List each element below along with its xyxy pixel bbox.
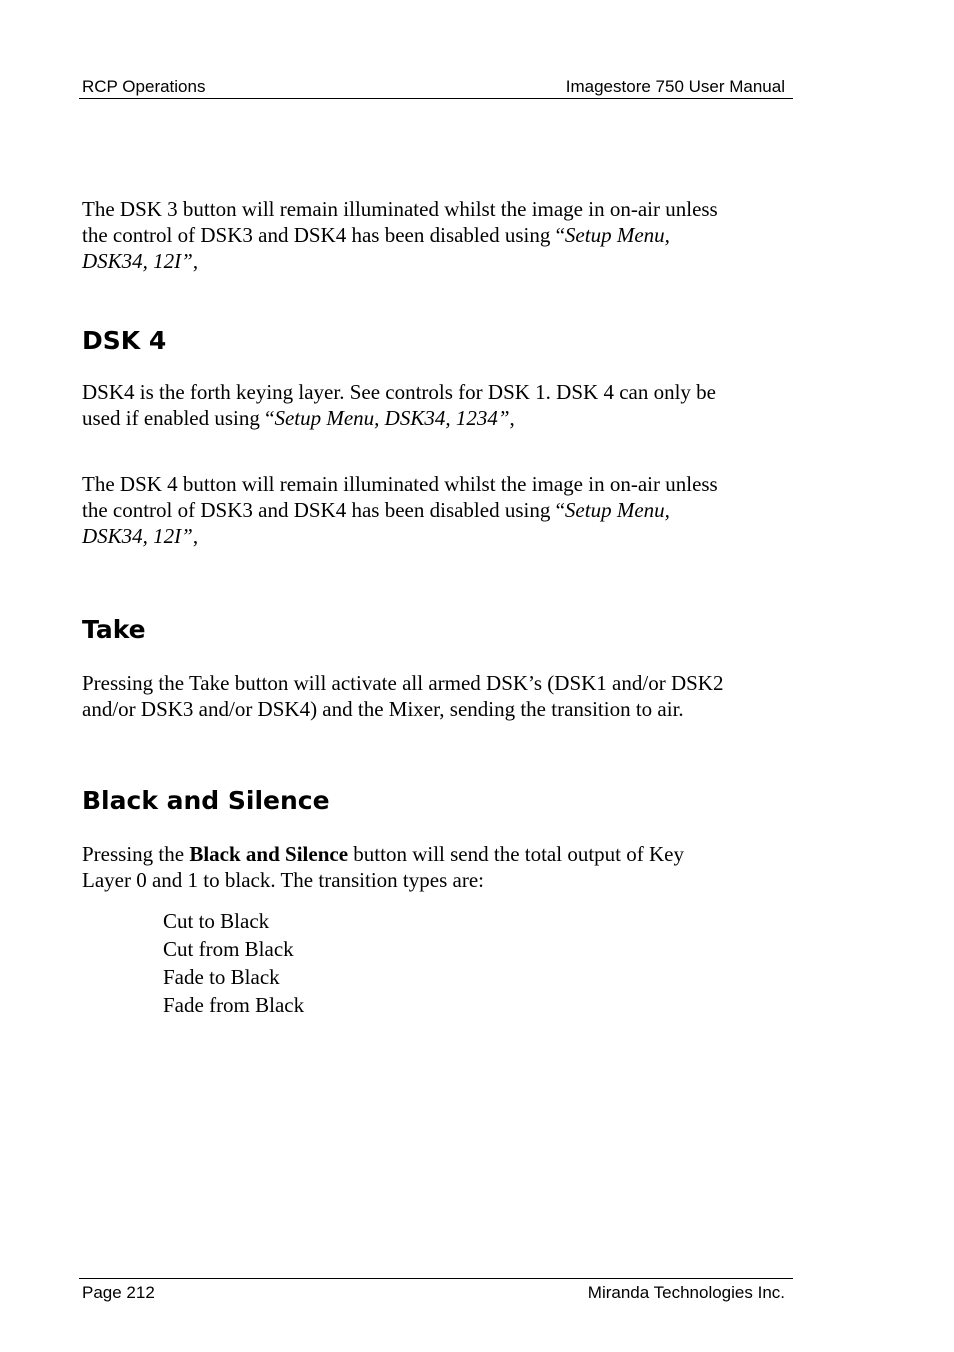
text-line (82, 405, 794, 431)
paragraph-dsk4-description (82, 379, 794, 431)
menu-path-italic: Setup Menu, (564, 498, 670, 522)
paragraph-dsk4-illumination (82, 471, 794, 549)
text-line: Layer 0 and 1 to black. The transition types are: (82, 868, 484, 892)
text-line: The DSK 3 button will remain illuminated whilst the image in on-air unless (82, 197, 718, 221)
text-span: the control of DSK3 and DSK4 has been disabled using “ (82, 498, 565, 522)
text-span: , (192, 249, 199, 273)
text-line: The DSK 4 button will remain illuminated whilst the image in on-air unless (82, 472, 718, 496)
text-line: DSK4 is the forth keying layer. See controls for DSK 1. DSK 4 can only be (82, 380, 716, 404)
paragraph-black-and-silence (82, 841, 794, 893)
text-span: used if enabled using “ (82, 406, 275, 430)
menu-path-italic: DSK34, 12I” (82, 524, 193, 548)
transition-types-list (163, 907, 304, 1019)
text-span: button will send the total output of Key (348, 842, 684, 866)
text-line (82, 222, 794, 248)
text-span: Pressing the (82, 842, 190, 866)
text-span: , (509, 406, 515, 430)
list-item: Fade from Black (163, 993, 305, 1017)
text-span: the control of DSK3 and DSK4 has been disabled using “ (82, 223, 565, 247)
heading-black-and-silence: Black and Silence (82, 786, 330, 815)
paragraph-dsk3-illumination (82, 196, 794, 274)
menu-path-italic: Setup Menu, (564, 223, 670, 247)
list-item: Cut to Black (163, 909, 270, 933)
header-right: Imagestore 750 User Manual (565, 77, 785, 96)
button-name-bold: Black and Silence (189, 842, 349, 866)
text-line (82, 523, 794, 549)
text-line (82, 248, 794, 274)
paragraph-take (82, 670, 794, 722)
list-item: Cut from Black (163, 937, 294, 961)
text-span: , (192, 524, 199, 548)
menu-path-italic: Setup Menu, DSK34, 1234” (274, 406, 510, 430)
header-rule (79, 98, 793, 99)
heading-take: Take (82, 615, 146, 644)
header-left: RCP Operations (82, 77, 206, 96)
list-item: Fade to Black (163, 965, 280, 989)
text-line: Pressing the Take button will activate all armed DSK’s (DSK1 and/or DSK2 (82, 671, 724, 695)
heading-dsk4: DSK 4 (82, 326, 167, 355)
footer-page-number: Page 212 (82, 1283, 155, 1302)
text-line (82, 497, 794, 523)
text-line: and/or DSK3 and/or DSK4) and the Mixer, sending the transition to air. (82, 697, 684, 721)
text-line (82, 841, 794, 867)
menu-path-italic: DSK34, 12I” (82, 249, 193, 273)
footer-company: Miranda Technologies Inc. (587, 1283, 785, 1302)
footer-rule (79, 1278, 793, 1279)
